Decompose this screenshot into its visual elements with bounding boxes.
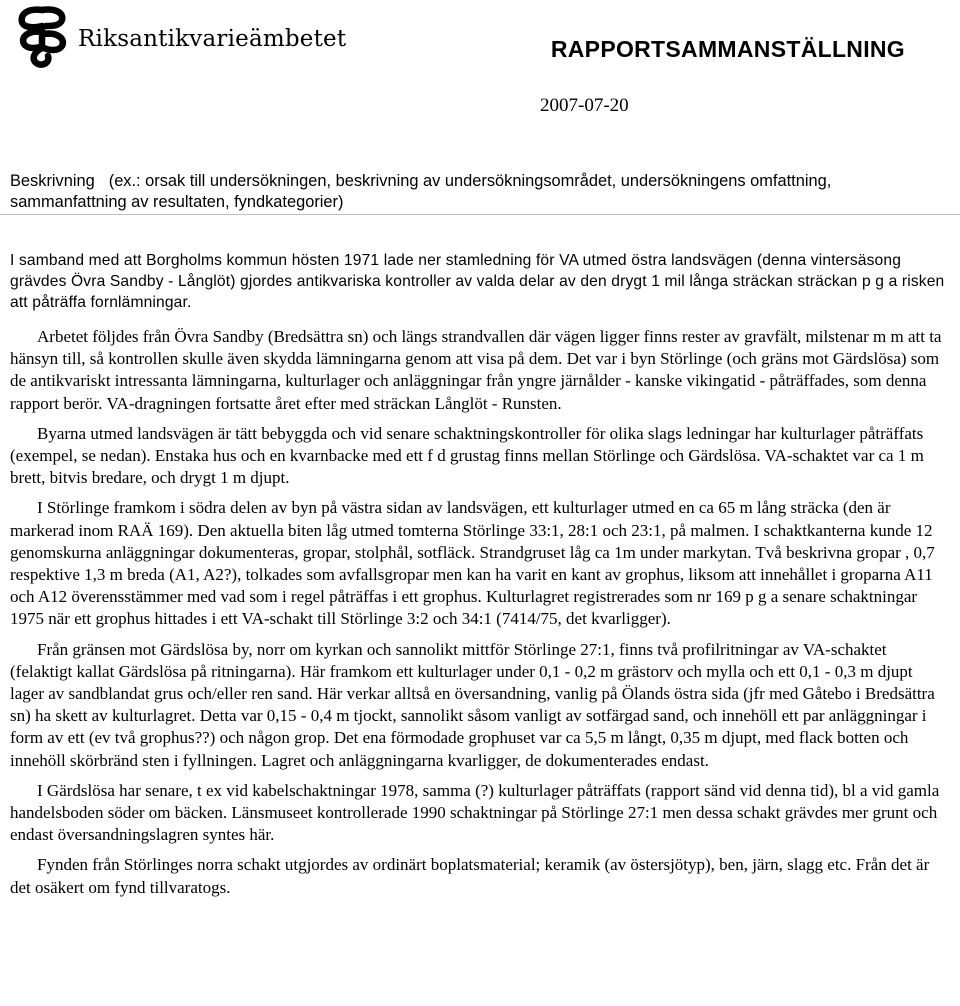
report-body xyxy=(10,326,948,907)
body-paragraph: Från gränsen mot Gärdslösa by, norr om kyrkan och sannolikt mittför Störlinge 27:1, finns två profilritningar av VA-schaktet (felaktigt kallat Gärdslösa på ritningarna). Här framkom ett kulturlager under 0,1 - 0,2 m grästorv och mylla och ett 0,1 - 0,3 m djupt lager av sandblandat grus och/eller ren sand. Här verkar alltså en översandning, vanlig på Ölands östra sida (jfr med Gåtebo i Bredsättra sn) ha skett av kulturlagret. Detta var 0,15 - 0,4 m tjockt, sannolikt såsom vanligt av sotfärgad sand, och innehöll ett par anläggningar i form av ett (ev två grophus??) och någon grop. Det ena förmodade grophuset var ca 5,5 m långt, 0,35 m djupt, med flack botten och innehöll skörbränd sten i fyllningen. Lagret och anläggningarna kvarligger, de dokumenterades endast. xyxy=(10,639,935,770)
description-hint: (ex.: orsak till undersökningen, beskrivning av undersökningsområdet, undersökningens omfattning, sammanfattning av resultaten, fyndkategorier) xyxy=(10,172,832,211)
description-label: Beskrivning xyxy=(10,172,95,190)
intro-paragraph: I samband med att Borgholms kommun hösten 1971 lade ner stamledning för VA utmed östra landsvägen (denna vintersäsong grävdes Övra Sandby - Långlöt) gjordes antikvariska kontroller av valda delar av den drygt 1 mil långa sträckan sträckan p g a risken att påträffa fornlämningar. xyxy=(10,252,945,311)
org-logo xyxy=(14,4,346,68)
org-name: Riksantikvarieämbetet xyxy=(78,26,347,52)
report-date: 2007-07-20 xyxy=(540,95,629,116)
body-paragraph: Arbetet följdes från Övra Sandby (Bredsättra sn) och längs strandvallen där vägen ligger finns rester av gravfält, milstenar m m att ta hänsyn till, så kontrollen skulle även skydda lämningarna genom att visa på dem. Det var i byn Störlinge (och gräns mot Gärdslösa) som de antikvariskt intressanta lämningarna, kulturlager och anläggningar från yngre järnålder - kanske vikingatid - påträffades, som denna rapport berör. VA-dragningen fortsatte året efter med sträckan Långlöt - Runsten. xyxy=(10,327,942,413)
body-paragraph: Byarna utmed landsvägen är tätt bebyggda och vid senare schaktningskontroller för olika slags ledningar har kulturlager påträffats (exempel, se nedan). Enstaka hus och en kvarnbacke med ett f d grustag finns mellan Störlinge och Gärdslösa. VA-schaktet var ca 1 m brett, bitvis bredare, och drygt 1 m djupt. xyxy=(10,423,924,488)
body-paragraph: I Störlinge framkom i södra delen av byn på västra sidan av landsvägen, ett kulturlager utmed en ca 65 m lång sträcka (den är markerad inom RAÄ 169). Den aktuella biten låg utmed tomterna Störlinge 33:1, 28:1 och 23:1, på malmen. I schaktkanterna kunde 12 genomskurna anläggningar dokumenteras, gropar, stolphål, sotfläck. Strandgruset låg ca 1m under markytan. Två beskrivna gropar , 0,7 respektive 1,3 m breda (A1, A2?), tolkades som avfallsgropar men kan ha varit en kant av grophus, liksom att innehållet i groparna A11 och A12 överensstämmer med vad som i regel påträffas i ett grophus. Kulturlagret registrerades som nr 169 p g a senare schaktningar 1975 när ett grophus hittades i ett VA-schakt till Störlinge 3:2 och 34:1 (7414/75, det kvarligger). xyxy=(10,498,935,629)
body-paragraph: Fynden från Störlinges norra schakt utgjordes av ordinärt boplatsmaterial; keramik (av östersjötyp), ben, järn, slagg etc. Från det är det osäkert om fynd tillvaratogs. xyxy=(10,855,930,897)
description-heading xyxy=(10,171,940,213)
raa-logo-icon xyxy=(14,4,74,68)
section-divider xyxy=(0,214,960,215)
report-title: RAPPORTSAMMANSTÄLLNING xyxy=(550,36,905,62)
body-paragraph: I Gärdslösa har senare, t ex vid kabelschaktningar 1978, samma (?) kulturlager påträffats (rapport sänd vid denna tid), bl a vid gamla handelsboden söder om bäcken. Länsmuseet kontrollerade 1990 schaktningar på Störlinge 27:1 men dessa schakt grävdes mer grunt och endast översandningslagren syntes här. xyxy=(10,780,940,845)
